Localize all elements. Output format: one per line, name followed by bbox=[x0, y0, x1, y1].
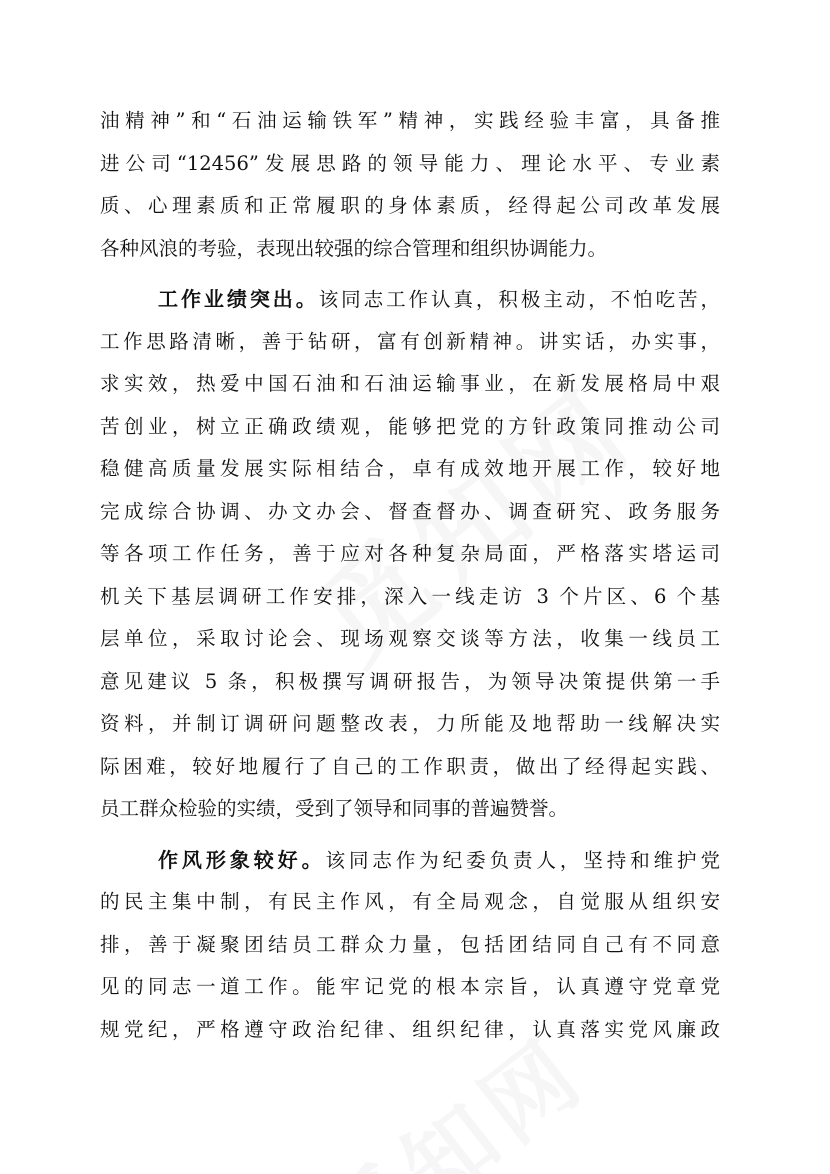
text-line: 资料，并制订调研问题整改表，力所能及地帮助一线解决实 bbox=[100, 712, 720, 735]
paragraph bbox=[100, 100, 720, 270]
text-line bbox=[100, 839, 720, 882]
text-line: 苦创业，树立正确政绩观，能够把党的方针政策同推动公司 bbox=[100, 414, 720, 438]
text-line: 求实效，热爱中国石油和石油运输事业，在新发展格局中艰 bbox=[100, 372, 720, 395]
paragraph bbox=[100, 839, 720, 1052]
text-line: 各种风浪的考验，表现出较强的综合管理和组织协调能力。 bbox=[100, 236, 608, 260]
text-line: 际困难，较好地履行了自己的工作职责，做出了经得起实践、 bbox=[100, 754, 720, 778]
text-line: 见的同志一道工作。能牢记党的根本宗旨，认真遵守党章党 bbox=[100, 975, 720, 998]
text-line: 工作思路清晰，善于钻研，富有创新精神。讲实话，办实事， bbox=[100, 329, 720, 353]
text-line: 油精神”和“石油运输铁军”精神，实践经验丰富，具备推 bbox=[100, 109, 720, 132]
text-line: 层单位，采取讨论会、现场观察交谈等方法，收集一线员工 bbox=[100, 627, 720, 650]
paragraph bbox=[100, 278, 720, 831]
text-line: 排，善于凝聚团结员工群众力量，包括团结同自己有不同意 bbox=[100, 932, 720, 956]
text-line: 的民主集中制，有民主作风，有全局观念，自觉服从组织安 bbox=[100, 890, 720, 913]
paragraph-heading: 作风形象较好。 bbox=[158, 847, 326, 872]
text-line: 员工群众检验的实绩，受到了领导和同事的普遍赞誉。 bbox=[100, 797, 569, 820]
text-line-rest: 该同志作为纪委负责人，坚持和维护党 bbox=[325, 848, 720, 872]
text-line: 进公司“12456”发展思路的领导能力、理论水平、专业素 bbox=[100, 151, 720, 175]
text-line: 质、心理素质和正常履职的身体素质，经得起公司改革发展 bbox=[100, 194, 720, 217]
paragraph-heading: 工作业绩突出。 bbox=[158, 287, 319, 311]
text-line-rest: 该同志工作认真，积极主动，不怕吃苦， bbox=[318, 288, 720, 311]
text-line: 完成综合协调、办文办会、督查督办、调查研究、政务服务 bbox=[100, 499, 720, 523]
text-line: 机关下基层调研工作安排，深入一线走访 3 个片区、6 个基 bbox=[100, 584, 720, 608]
text-line: 等各项工作任务，善于应对各种复杂局面，严格落实塔运司 bbox=[100, 542, 720, 565]
text-line: 稳健高质量发展实际相结合，卓有成效地开展工作，较好地 bbox=[100, 457, 720, 480]
body-text bbox=[100, 100, 720, 1051]
text-line: 规党纪，严格遵守政治纪律、组织纪律，认真落实党风廉政 bbox=[100, 1017, 720, 1041]
text-line: 意见建议 5 条，积极撰写调研报告，为领导决策提供第一手 bbox=[100, 669, 720, 693]
text-line bbox=[100, 278, 720, 321]
